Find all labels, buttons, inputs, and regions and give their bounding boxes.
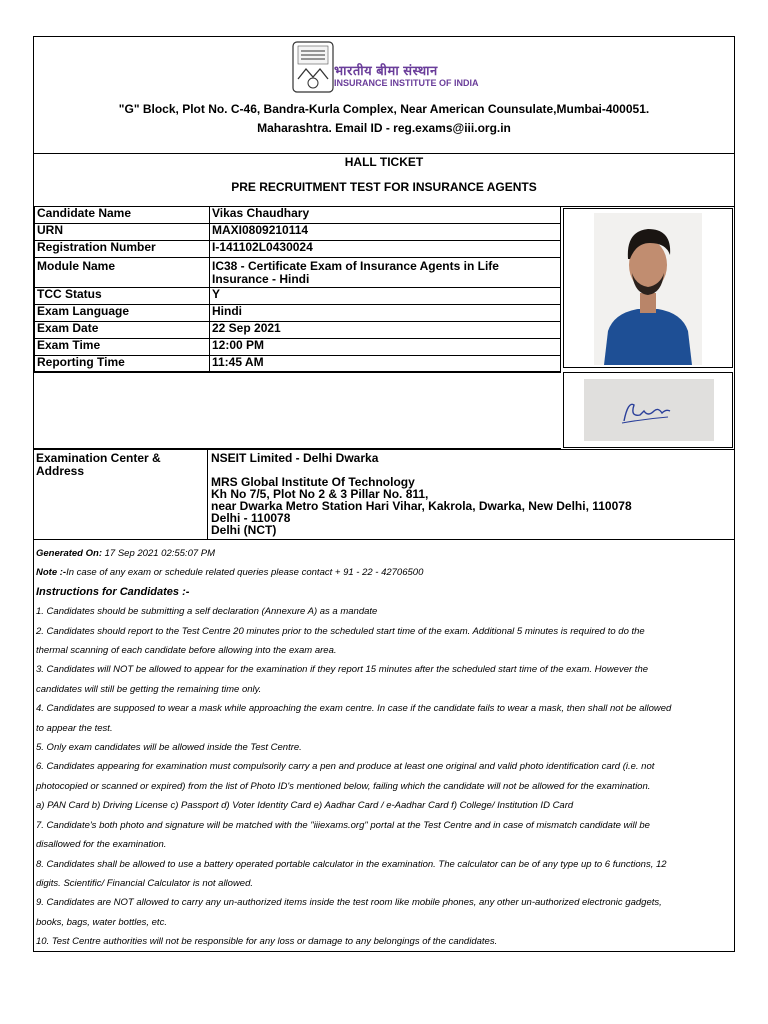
table-row — [35, 258, 561, 288]
note-value: In case of any exam or schedule related queries please contact + 91 - 22 - 42706500 — [66, 567, 424, 579]
row-label: Exam Time — [35, 339, 210, 356]
address-line-2: Maharashtra. Email ID - reg.exams@iii.org.in — [257, 121, 511, 135]
exam-language-value: Hindi — [210, 305, 561, 322]
reporting-time-value: 11:45 AM — [210, 356, 561, 373]
notes-section — [36, 544, 732, 952]
table-row — [35, 356, 561, 373]
generated-on-value: 17 Sep 2021 02:55:07 PM — [104, 548, 216, 559]
instruction-line: a) PAN Card b) Driving License c) Passport d) Voter Identity Card e) Aadhar Card / e-Aadhar Card f) College/ Institution ID Card — [36, 800, 574, 812]
instructions-title: Instructions for Candidates :- — [36, 585, 190, 598]
signature-frame — [563, 372, 733, 448]
instruction-line: to appear the test. — [36, 722, 113, 734]
row-label: Module Name — [35, 258, 210, 288]
instruction-line: 10. Test Centre authorities will not be responsible for any loss or damage to any belongings of the candidates. — [36, 936, 498, 948]
instruction-line: 8. Candidates shall be allowed to use a battery operated portable calculator in the examination. The calculator can be of any type up to 6 functions, 12 — [36, 858, 667, 870]
instruction-line: 2. Candidates should report to the Test Centre 20 minutes prior to the scheduled start time of the exam. Additional 5 minutes is required to do the — [36, 625, 645, 637]
tcc-status-value: Y — [210, 288, 561, 305]
table-row — [35, 305, 561, 322]
column-divider — [207, 450, 208, 540]
instruction-line: disallowed for the examination. — [36, 839, 167, 851]
exam-title: PRE RECRUITMENT TEST FOR INSURANCE AGENTS — [231, 180, 537, 194]
row-label: URN — [35, 224, 210, 241]
exam-center-row — [34, 449, 734, 540]
candidate-name-value: Vikas Chaudhary — [210, 207, 561, 224]
instruction-line: 5. Only exam candidates will be allowed inside the Test Centre. — [36, 742, 302, 754]
registration-number-value: I-141102L0430024 — [210, 241, 561, 258]
generated-on-label: Generated On: — [36, 548, 102, 559]
instruction-line: 3. Candidates will NOT be allowed to appear for the examination if they report 15 minutes after the scheduled start time of the exam. However the — [36, 664, 649, 676]
instruction-line: photocopied or scanned or expired) from the list of Photo ID's mentioned below, failing which the candidate will not be allowed for the examination. — [36, 780, 651, 792]
exam-date-value: 22 Sep 2021 — [210, 322, 561, 339]
logo-english-text: INSURANCE INSTITUTE OF INDIA — [334, 78, 479, 88]
module-name-value: IC38 - Certificate Exam of Insurance Agents in Life Insurance - Hindi — [210, 258, 561, 288]
center-address-line: Kh No 7/5, Plot No 2 & 3 Pillar No. 811, — [211, 487, 429, 501]
urn-value: MAXI0809210114 — [210, 224, 561, 241]
instruction-line: 4. Candidates are supposed to wear a mask while approaching the exam centre. In case if the candidate fails to wear a mask, then shall not be allowed — [36, 703, 672, 715]
hall-ticket — [33, 36, 735, 952]
candidate-photo — [594, 213, 702, 365]
note-label: Note :- — [36, 567, 67, 579]
institute-logo — [292, 41, 334, 93]
center-name: NSEIT Limited - Delhi Dwarka — [211, 451, 379, 465]
center-address-line: Delhi - 110078 — [211, 511, 291, 525]
row-label: Candidate Name — [35, 207, 210, 224]
exam-center-label: Examination Center & Address — [36, 451, 161, 478]
candidate-photo-frame — [563, 208, 733, 368]
instruction-line: digits. Scientific/ Financial Calculator is not allowed. — [36, 877, 254, 889]
logo-hindi-text: भारतीय बीमा संस्थान — [334, 63, 438, 78]
row-label: Registration Number — [35, 241, 210, 258]
header — [34, 37, 734, 154]
title-section — [34, 153, 734, 207]
row-label: TCC Status — [35, 288, 210, 305]
hall-ticket-title: HALL TICKET — [344, 155, 424, 169]
table-row — [35, 224, 561, 241]
candidate-signature — [584, 379, 714, 441]
table-row — [35, 241, 561, 258]
table-row — [35, 322, 561, 339]
address-line-1: "G" Block, Plot No. C-46, Bandra-Kurla Complex, Near American Counsulate,Mumbai-400051. — [118, 102, 650, 116]
exam-time-value: 12:00 PM — [210, 339, 561, 356]
exam-center-value — [211, 452, 632, 536]
instruction-line: 6. Candidates appearing for examination must compulsorily carry a pen and produce at least one original and valid photo identification card (i.e. not — [36, 761, 655, 773]
instruction-line: thermal scanning of each candidate before allowing into the exam area. — [36, 645, 337, 657]
center-address-line: near Dwarka Metro Station Hari Vihar, Kakrola, Dwarka, New Delhi, 110078 — [211, 499, 632, 513]
instruction-line: candidates will still be getting the remaining time only. — [36, 683, 262, 695]
table-row — [35, 339, 561, 356]
center-address-line: Delhi (NCT) — [211, 523, 277, 537]
candidate-details-table — [34, 206, 561, 373]
row-label: Reporting Time — [35, 356, 210, 373]
table-row — [35, 288, 561, 305]
instruction-line: 9. Candidates are NOT allowed to carry any un-authorized items inside the test room like mobile phones, any other un-authorized electronic gadgets, — [36, 897, 662, 909]
blank-area — [34, 371, 561, 449]
generated-on — [36, 544, 732, 563]
row-label: Exam Date — [35, 322, 210, 339]
center-address-line: MRS Global Institute Of Technology — [211, 475, 415, 489]
row-label: Exam Language — [35, 305, 210, 322]
table-row — [35, 207, 561, 224]
contact-note — [36, 563, 732, 582]
instruction-line: 1. Candidates should be submitting a self declaration (Annexure A) as a mandate — [36, 606, 378, 618]
instruction-line: books, bags, water bottles, etc. — [36, 916, 167, 928]
instruction-line: 7. Candidate's both photo and signature will be matched with the "iiiexams.org" portal at the Test Centre and in case of mismatch candidate will be — [36, 819, 650, 831]
